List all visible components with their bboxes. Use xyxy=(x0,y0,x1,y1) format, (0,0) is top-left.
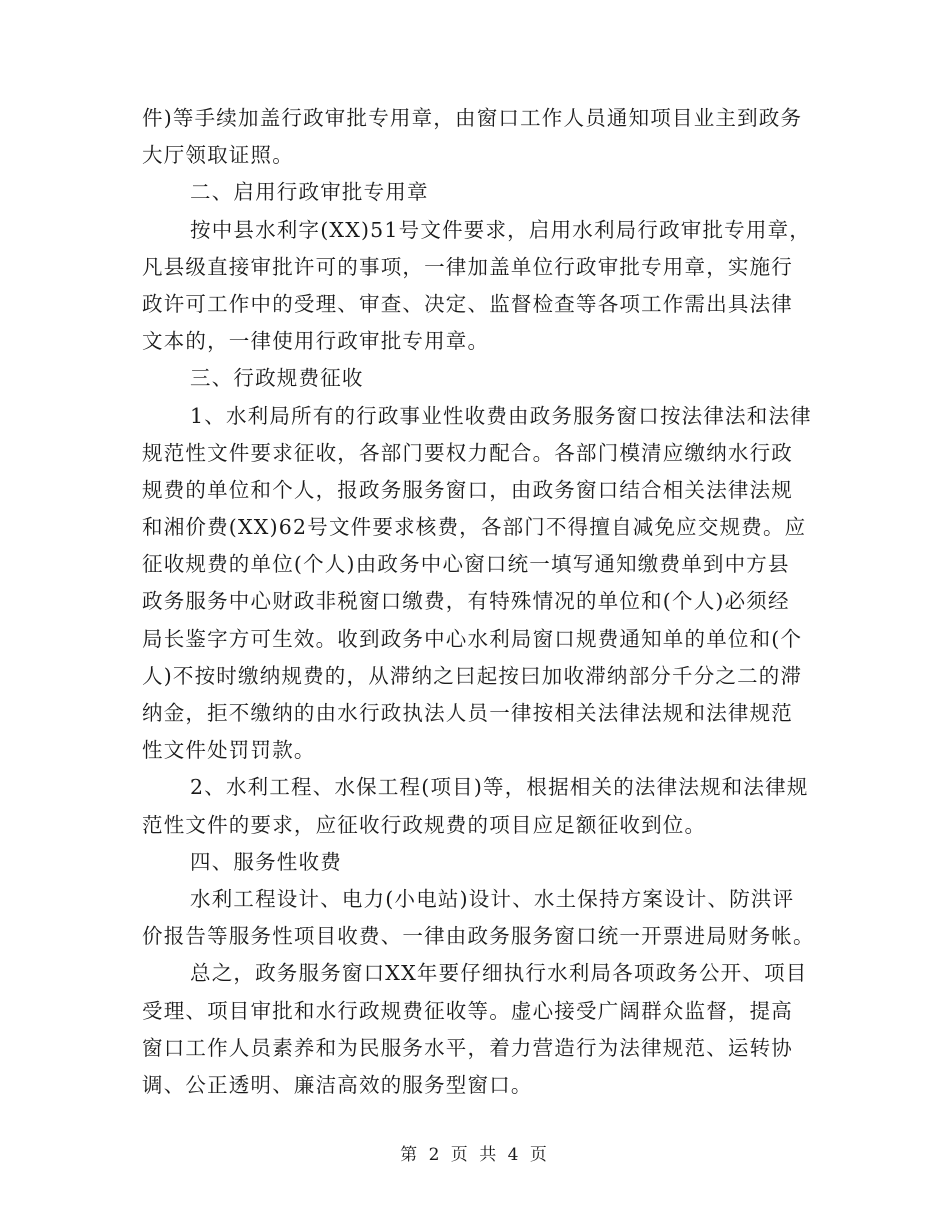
text-line: 受理、项目审批和水行政规费征收等。虚心接受广阔群众监督，提高 xyxy=(142,998,793,1023)
text-line: 范性文件的要求，应征收行政规费的项目应足额征收到位。 xyxy=(142,812,707,837)
text-line: 窗口工作人员素养和为民服务水平，着力营造行为法律规范、运转协 xyxy=(142,1035,793,1060)
text-line: 和湘价费(XX)62号文件要求核费，各部门不得擅自减免应交规费。应 xyxy=(142,515,807,540)
page-number: 第 2 页 共 4 页 xyxy=(400,1145,550,1165)
text-line: 凡县级直接审批许可的事项，一律加盖单位行政审批专用章，实施行 xyxy=(142,254,793,279)
text-line: 纳金，拒不缴纳的由水行政执法人员一律按相关法律法规和法律规范 xyxy=(142,701,793,725)
text-line: 总之，政务服务窗口XX年要仔细执行水利局各项政务公开、项目 xyxy=(190,961,808,986)
text-line: 件)等手续加盖行政审批专用章，由窗口工作人员通知项目业主到政务 xyxy=(142,106,803,130)
text-line: 大厅领取证照。 xyxy=(142,143,294,168)
text-line: 文本的，一律使用行政审批专用章。 xyxy=(142,329,490,354)
text-line: 人)不按时缴纳规费的，从滞纳之曰起按曰加收滞纳部分千分之二的滞 xyxy=(142,663,803,688)
text-line: 规费的单位和个人，报政务服务窗口，由政务窗口结合相关法律法规 xyxy=(142,477,793,502)
section-heading: 三、行政规费征收 xyxy=(190,366,364,391)
text-line: 按中县水利字(XX)51号文件要求，启用水利局行政审批专用章， xyxy=(190,217,811,242)
text-line: 1、水利局所有的行政事业性收费由政务服务窗口按法律法和法律 xyxy=(190,403,812,428)
section-heading: 四、服务性收费 xyxy=(190,849,342,874)
document-body xyxy=(142,100,822,1104)
text-line: 征收规费的单位(个人)由政务中心窗口统一填写通知缴费单到中方县 xyxy=(142,552,790,577)
text-line: 2、水利工程、水保工程(项目)等，根据相关的法律法规和法律规 xyxy=(190,775,809,800)
section-heading: 二、启用行政审批专用章 xyxy=(190,180,429,205)
text-line: 政许可工作中的受理、审查、决定、监督检查等各项工作需出具法律 xyxy=(142,291,793,316)
text-line: 政务服务中心财政非税窗口缴费，有特殊情况的单位和(个人)必须经 xyxy=(142,589,790,614)
text-line: 性文件处罚罚款。 xyxy=(142,738,316,763)
text-line: 局长鉴字方可生效。收到政务中心水利局窗口规费通知单的单位和(个 xyxy=(142,626,803,651)
text-line: 水利工程设计、电力(小电站)设计、水土保持方案设计、防洪评 xyxy=(190,886,795,911)
text-line: 规范性文件要求征收，各部门要权力配合。各部门模清应缴纳水行政 xyxy=(142,440,793,465)
text-line: 调、公正透明、廉洁高效的服务型窗口。 xyxy=(142,1072,533,1097)
text-line: 价报告等服务性项目收费、一律由政务服务窗口统一开票进局财务帐。 xyxy=(142,924,815,949)
